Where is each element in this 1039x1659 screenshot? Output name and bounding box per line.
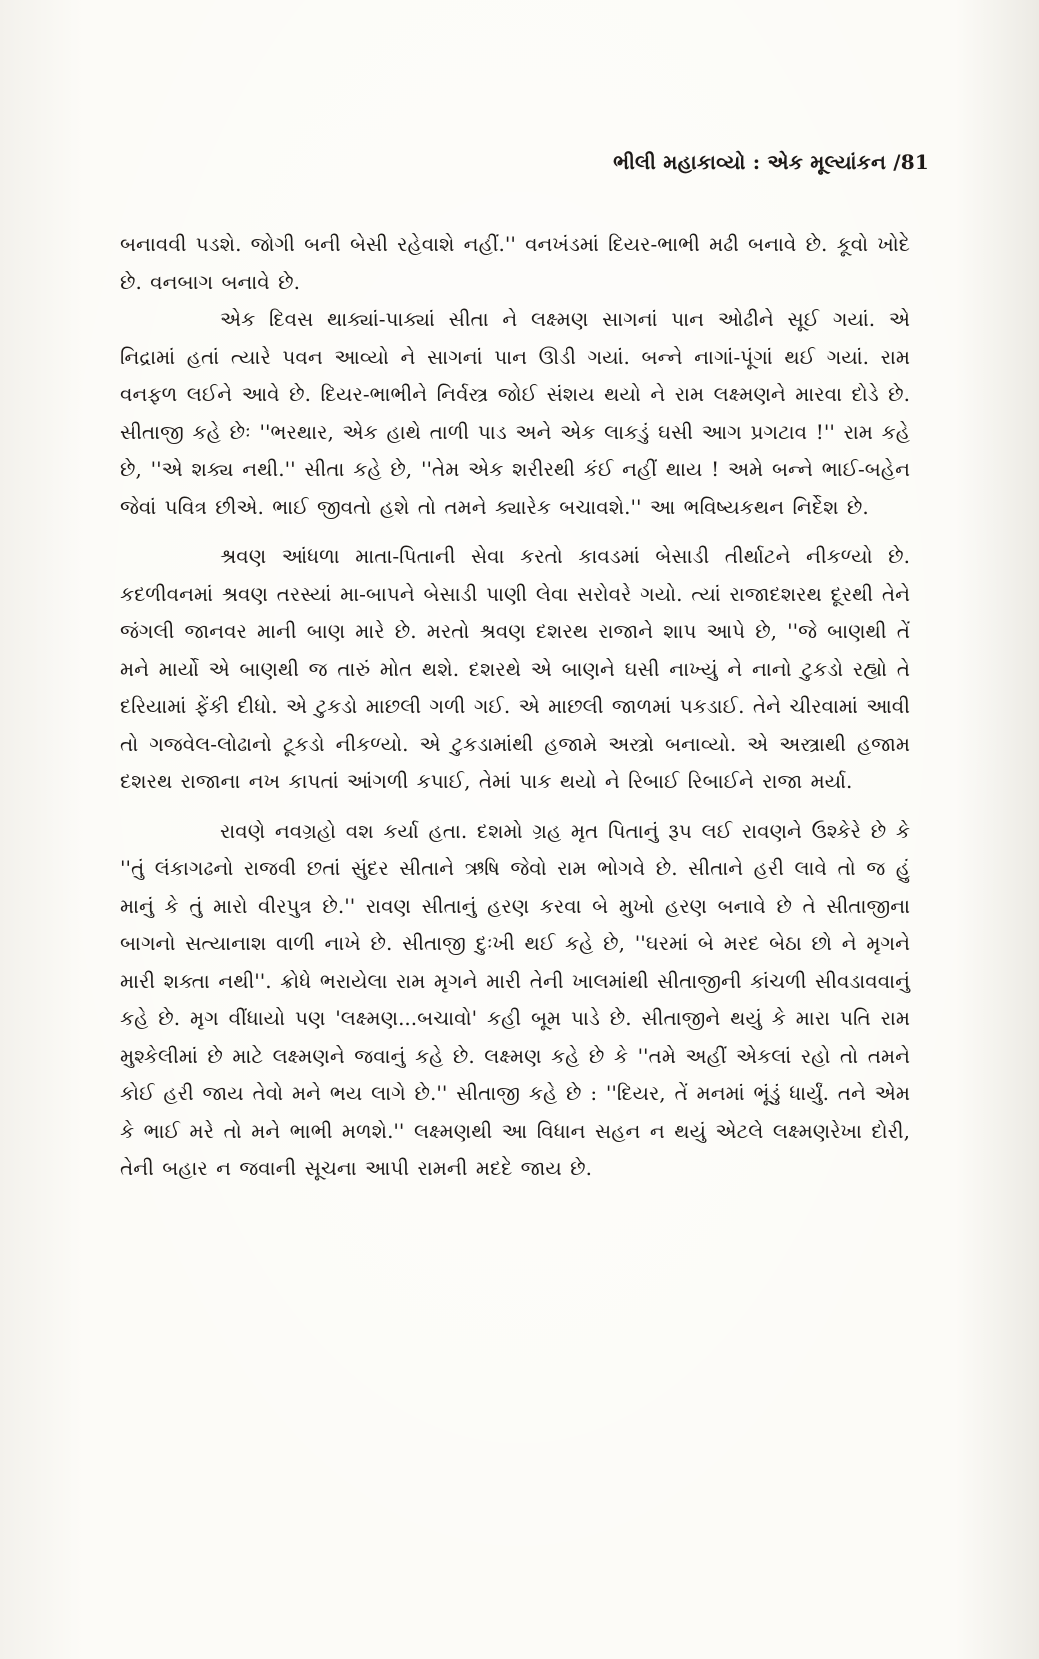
paragraph-shravan: શ્રવણ આંધળા માતા-પિતાની સેવા કરતો કાવડમાં બેસાડી તીર્થાટને નીકળ્યો છે. કદળીવનમાં શ્રવણ તરસ્યાં મા-બાપને બેસાડી પાણી લેવા સરોવરે ગયો. ત્યાં રાજાદશરથ દૂરથી તેને જંગલી જાનવર માની બાણ મારે છે. મરતો શ્રવણ દશરથ રાજાને શાપ આપે છે, ''જે બાણથી તેં મને માર્યો એ બાણથી જ તારું મોત થશે. દશરથે એ બાણને ઘસી નાખ્યું ને નાનો ટુકડો રહ્યો તે દરિયામાં ફેંકી દીધો. એ ટુકડો માછલી ગળી ગઈ. એ માછલી જાળમાં પકડાઈ. તેને ચીરવામાં આવી તો ગજવેલ-લોઢાનો ટૂકડો નીકળ્યો. એ ટુકડામાંથી હજામે અસ્ત્રો બનાવ્યો. એ અસ્ત્રાથી હજામ દશરથ રાજાના નખ કાપતાં આંગળી કપાઈ, તેમાં પાક થયો ને રિબાઈ રિબાઈને રાજા મર્યા.: [120, 544, 910, 793]
paragraph-continuation: બનાવવી પડશે. જોગી બની બેસી રહેવાશે નહીં.'' વનખંડમાં દિયર-ભાભી મઢી બનાવે છે. કૂવો ખોદે છે. વનબાગ બનાવે છે.: [120, 232, 910, 294]
paragraph-ravan: રાવણે નવગ્રહો વશ કર્યા હતા. દશમો ગ્રહ મૃત પિતાનું રૂપ લઈ રાવણને ઉશ્કેરે છે કે ''તું લંકાગઢનો રાજવી છતાં સુંદર સીતાને ઋષિ જેવો રામ ભોગવે છે. સીતાને હરી લાવે તો જ હું માનું કે તું મારો વીરપુત્ર છે.'' રાવણ સીતાનું હરણ કરવા બે મુખો હરણ બનાવે છે તે સીતાજીના બાગનો સત્યાનાશ વાળી નાખે છે. સીતાજી દુઃખી થઈ કહે છે, ''ઘરમાં બે મરદ બેઠા છો ને મૃગને મારી શક્તા નથી''. ક્રોધે ભરાયેલા રામ મૃગને મારી તેની ખાલમાંથી સીતાજીની કાંચળી સીવડાવવાનું કહે છે. મૃગ વીંધાયો પણ 'લક્ષ્મણ...બચાવો' કહી બૂમ પાડે છે. સીતાજીને થયું કે મારા પતિ રામ મુશ્કેલીમાં છે માટે લક્ષ્મણને જવાનું કહે છે. લક્ષ્મણ કહે છે કે ''તમે અહીં એકલાં રહો તો તમને કોઈ હરી જાય તેવો મને ભય લાગે છે.'' સીતાજી કહે છે : ''દિયર, તેં મનમાં ભૂંડું ધાર્યું. તને એમ કે ભાઈ મરે તો મને ભાભી મળશે.'' લક્ષ્મણથી આ વિધાન સહન ન થયું એટલે લક્ષ્મણરેખા દોરી, તેની બહાર ન જવાની સૂચના આપી રામની મદદે જાય છે.: [120, 818, 910, 1180]
page-body: [120, 226, 910, 1188]
paragraph-sita-lakshman: એક દિવસ થાક્યાં-પાક્યાં સીતા ને લક્ષ્મણ સાગનાં પાન ઓઢીને સૂઈ ગયાં. એ નિદ્રામાં હતાં ત્યારે પવન આવ્યો ને સાગનાં પાન ઊડી ગયાં. બન્ને નાગાં-પૂંગાં થઈ ગયાં. રામ વનફળ લઈને આવે છે. દિયર-ભાભીને નિર્વસ્ત્ર જોઈ સંશય થયો ને રામ લક્ષ્મણને મારવા દોડે છે. સીતાજી કહે છેઃ ''ભરથાર, એક હાથે તાળી પાડ અને એક લાકડું ઘસી આગ પ્રગટાવ !'' રામ કહે છે, ''એ શક્ય નથી.'' સીતા કહે છે, ''તેમ એક શરીરથી કંઈ નહીં થાય ! અમે બન્ને ભાઈ-બહેન જેવાં પવિત્ર છીએ. ભાઈ જીવતો હશે તો તમને ક્યારેક બચાવશે.'' આ ભવિષ્યકથન નિર્દેશ છે.: [120, 307, 910, 519]
running-header: ભીલી મહાકાવ્યો : એક મૂલ્યાંકન /81: [613, 150, 929, 174]
